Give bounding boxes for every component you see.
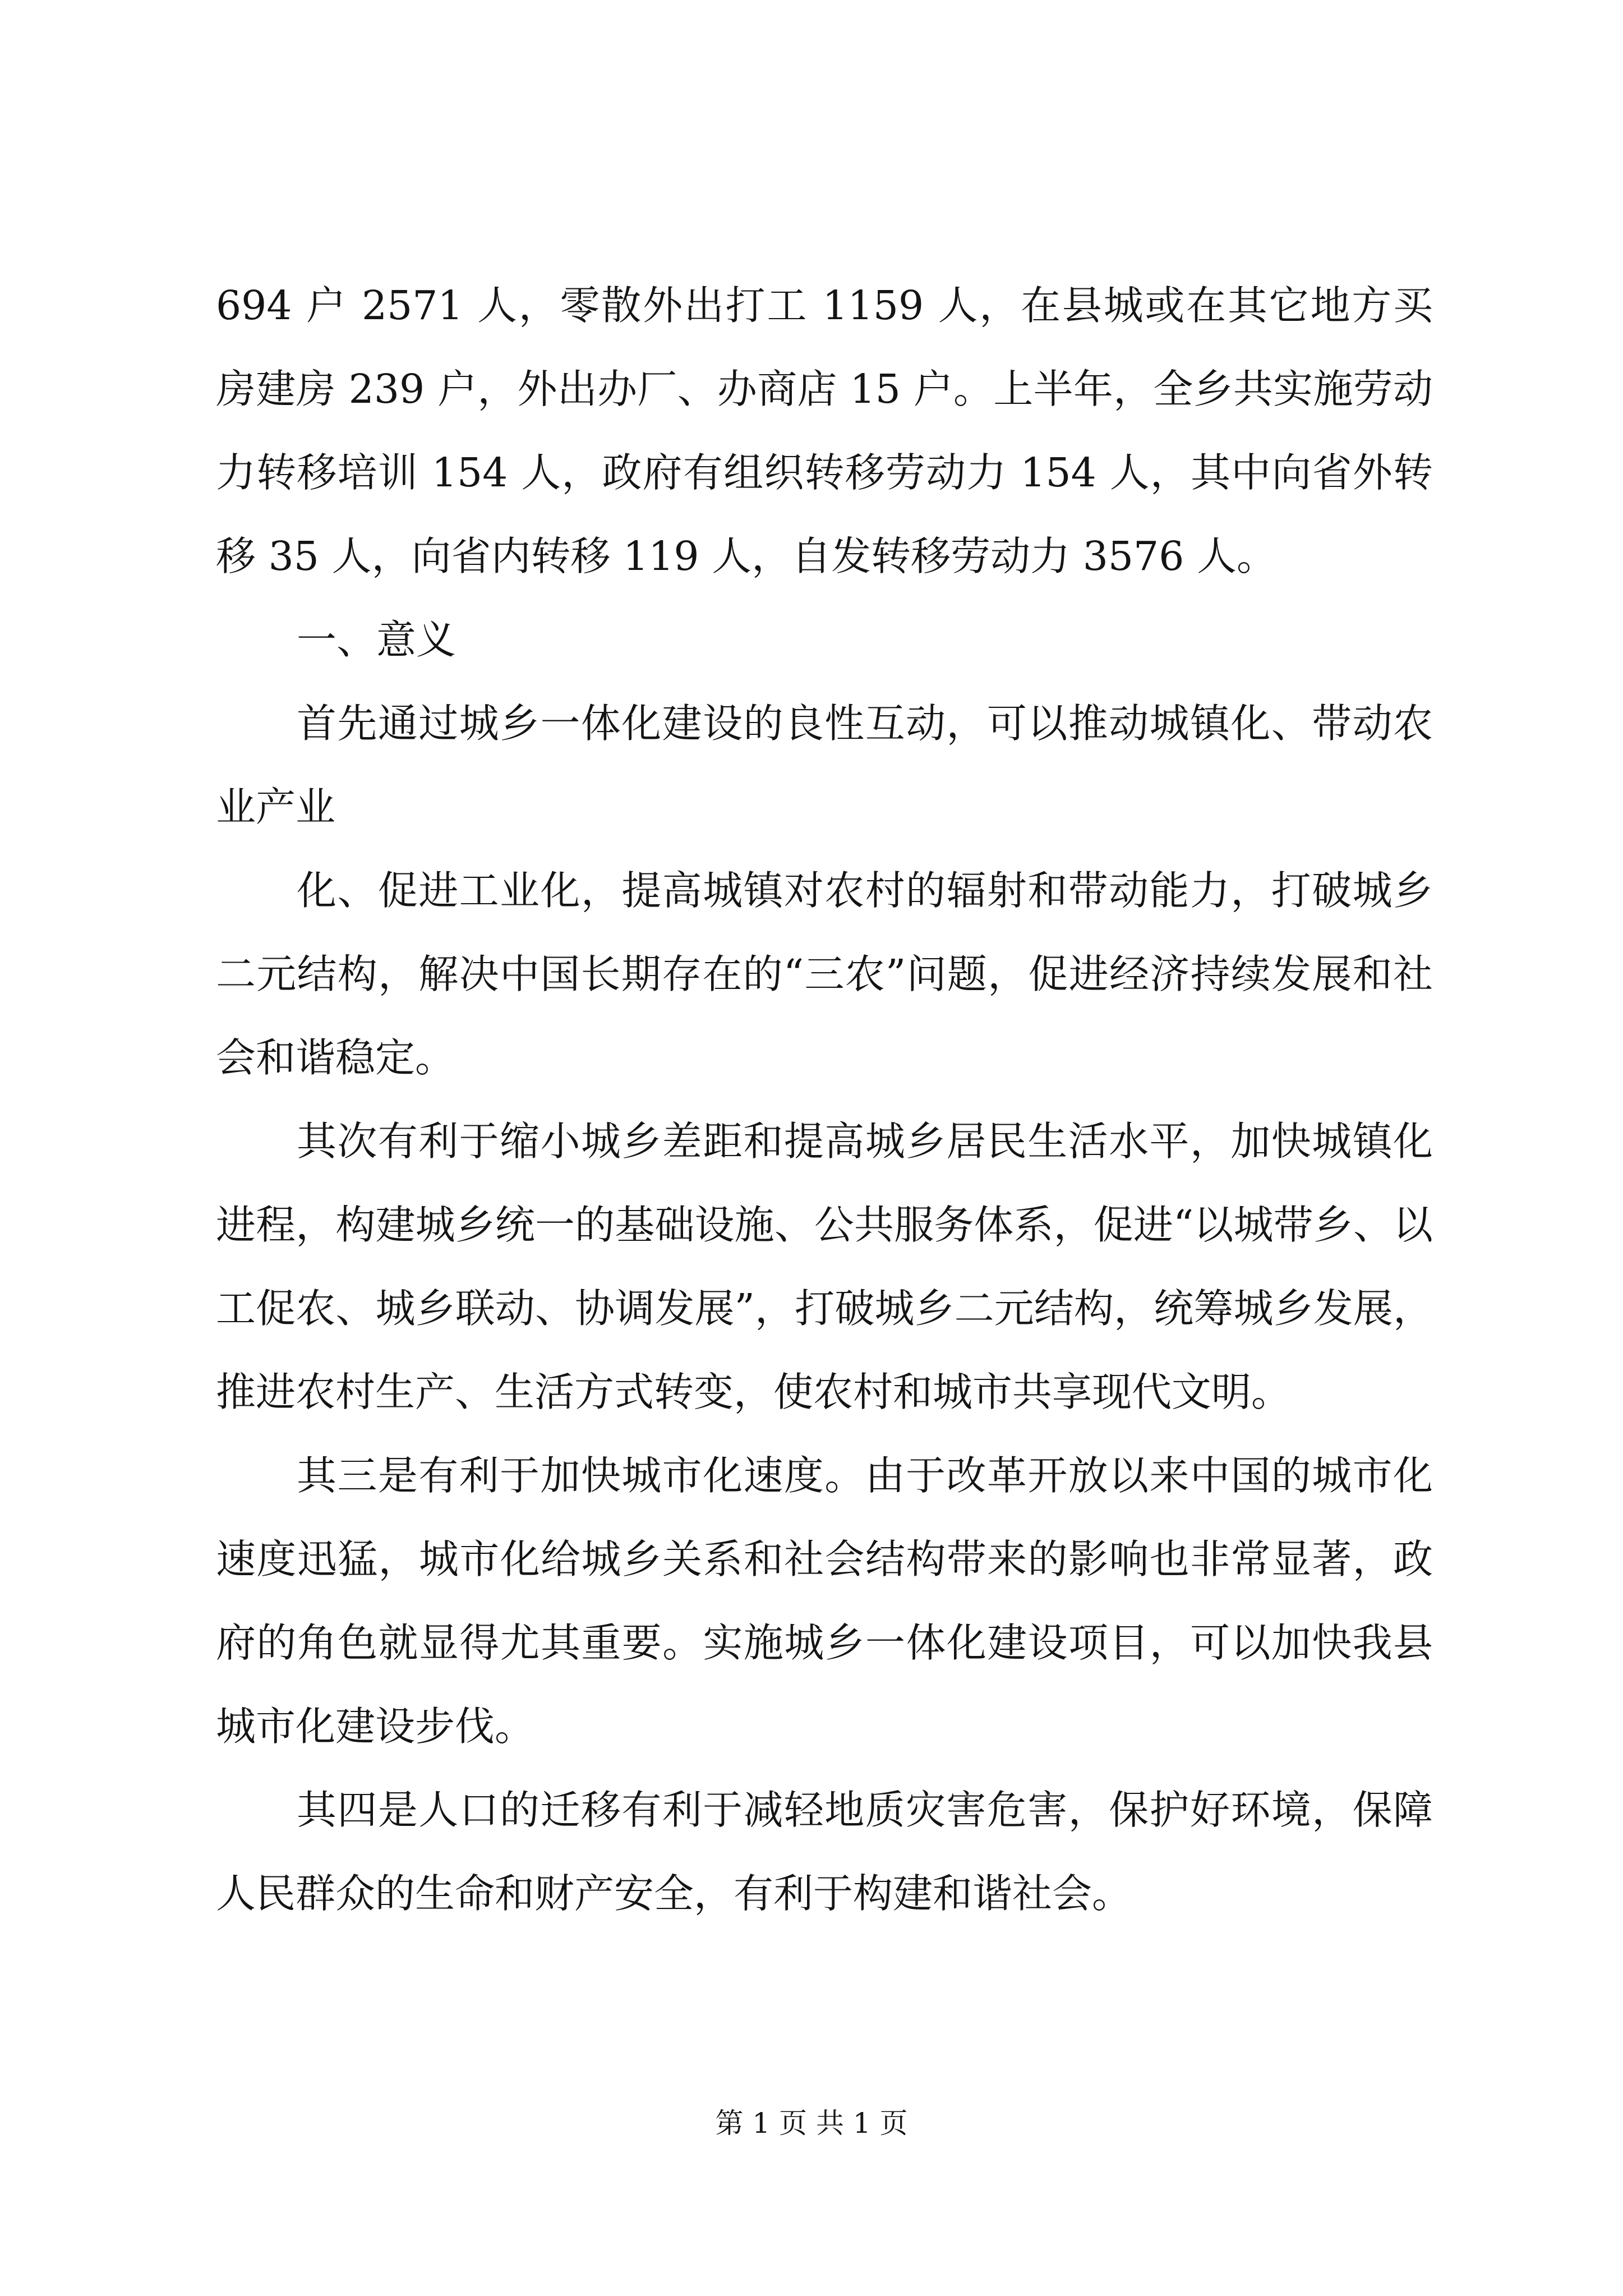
paragraph-statistics: 694 户 2571 人，零散外出打工 1159 人，在县城或在其它地方买房建房 239 户，外出办厂、办商店 15 户。上半年，全乡共实施劳动力转移培训 154 人，政府有组织转移劳动力 154 人，其中向省外转移 35 人，向省内转移 119 人，自发转移劳动力 3576 人。: [216, 282, 1433, 579]
page-number-footer: 第 1 页 共 1 页: [715, 2107, 908, 2139]
paragraph-fourth-point: 其四是人口的迁移有利于减轻地质灾害危害，保护好环境，保障人民群众的生命和财产安全，有利于构建和谐社会。: [216, 1787, 1433, 1917]
paragraph-first-point-continued: 化、促进工业化，提高城镇对农村的辐射和带动能力，打破城乡二元结构，解决中国长期存在的“三农”问题，促进经济持续发展和社会和谐稳定。: [216, 867, 1433, 1081]
paragraph-third-point: 其三是有利于加快城市化速度。由于改革开放以来中国的城市化速度迅猛，城市化给城乡关系和社会结构带来的影响也非常显著，政府的角色就显得尤其重要。实施城乡一体化建设项目，可以加快我县城市化建设步伐。: [216, 1452, 1433, 1750]
section-heading-significance: 一、意义: [297, 616, 457, 663]
paragraph-second-point: 其次有利于缩小城乡差距和提高城乡居民生活水平，加快城镇化进程，构建城乡统一的基础设施、公共服务体系，促进“以城带乡、以工促农、城乡联动、协调发展”，打破城乡二元结构，统筹城乡发展，推进农村生产、生活方式转变，使农村和城市共享现代文明。: [216, 1118, 1433, 1415]
document-body: [216, 264, 1433, 1935]
paragraph-first-point: 首先通过城乡一体化建设的良性互动，可以推动城镇化、带动农业产业: [216, 700, 1433, 830]
